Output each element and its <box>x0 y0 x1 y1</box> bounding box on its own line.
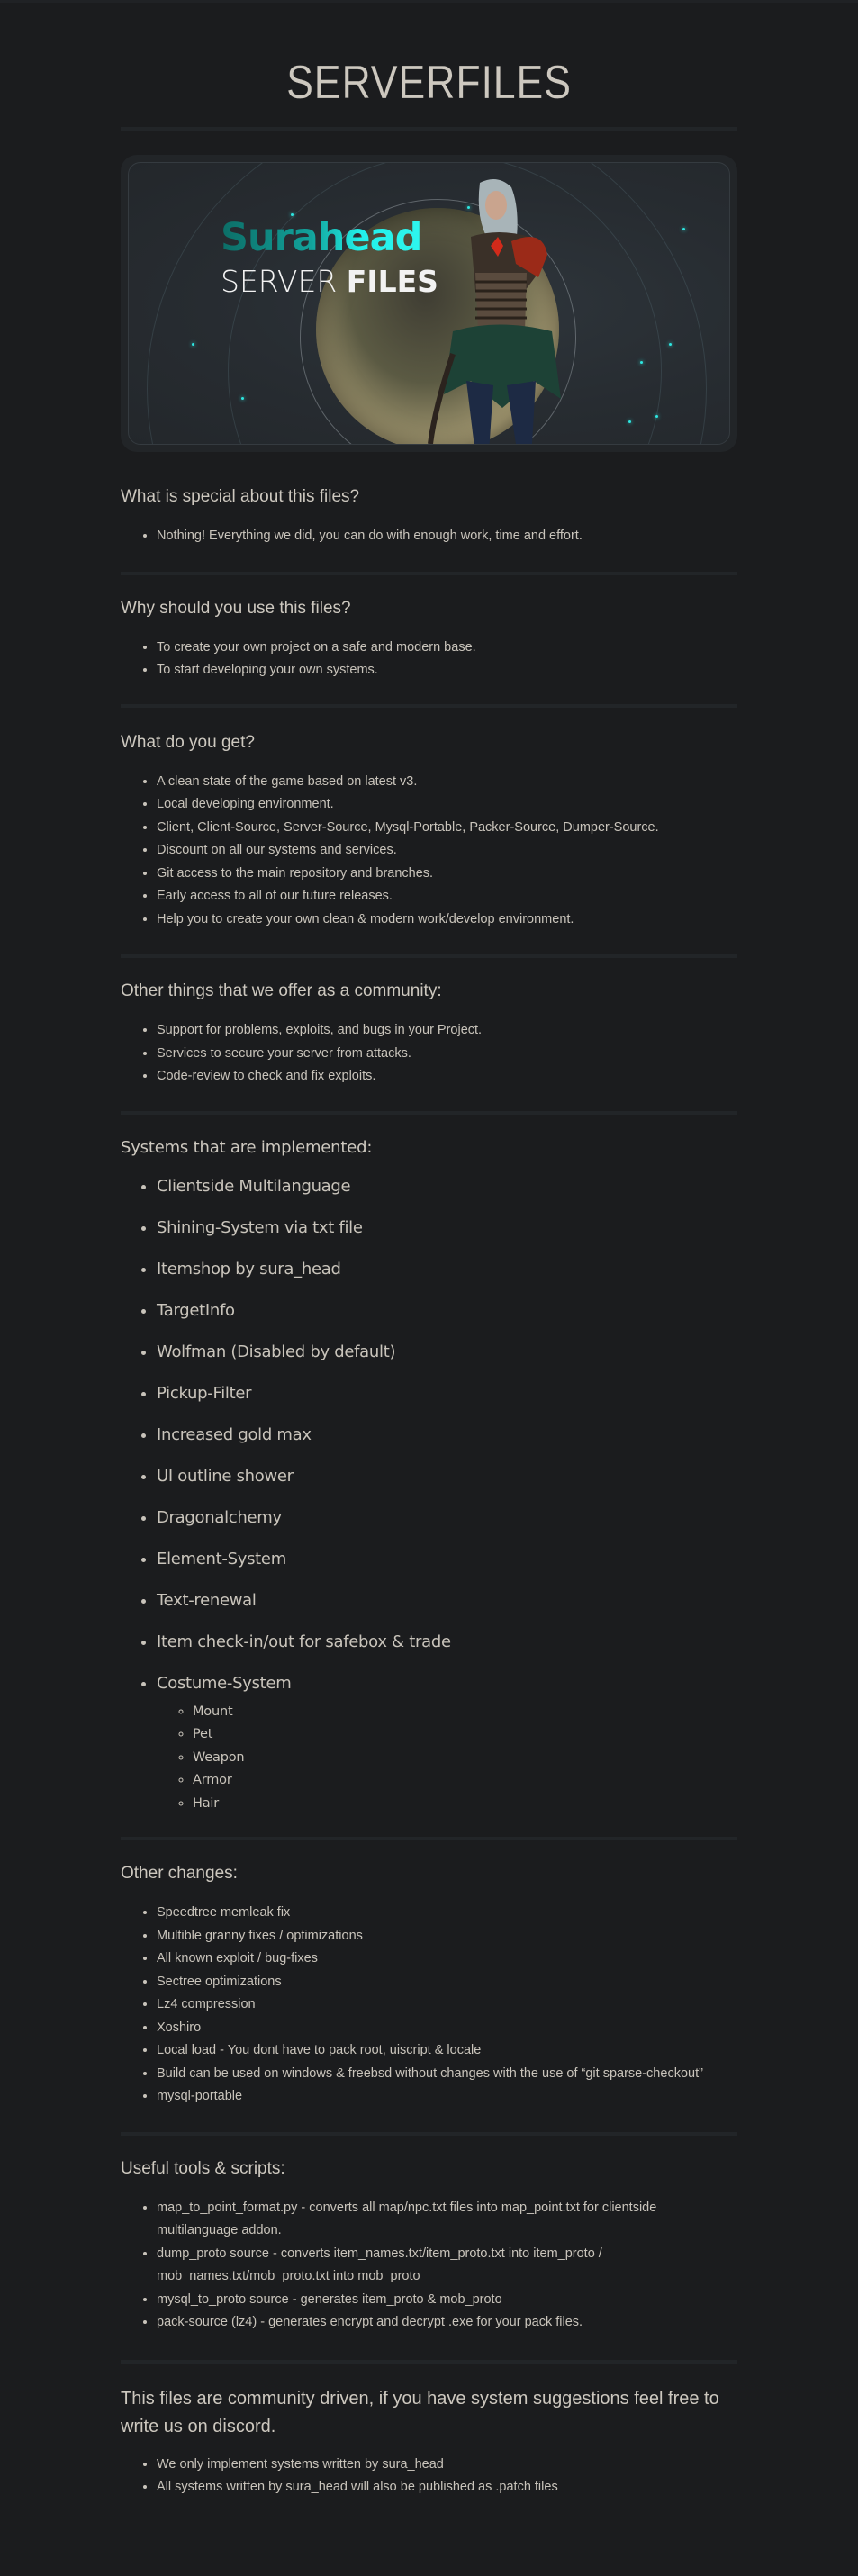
sub-list-item: ◦ Mount <box>193 1701 737 1724</box>
sparkle <box>192 343 194 346</box>
list-item: • Early access to all of our future releases. <box>157 885 737 908</box>
section-systems <box>121 1138 737 1816</box>
list-item: • Wolfman (Disabled by default) <box>157 1341 737 1364</box>
section-heading: Systems that are implemented: <box>121 1137 373 1157</box>
list-item: • mysql-portable <box>157 2085 737 2109</box>
bullet-list <box>121 771 737 932</box>
sub-list-item: ◦ Pet <box>193 1723 737 1747</box>
list-item: • Build can be used on windows & freebsd without changes with the use of “git sparse-checkout” <box>157 2063 737 2086</box>
bullet-list <box>121 1902 737 2109</box>
sub-list-item: ◦ Hair <box>193 1793 737 1816</box>
list-item: • Clientside Multilanguage <box>157 1175 737 1198</box>
section-what-you-get <box>121 733 737 932</box>
sparkle <box>655 415 658 418</box>
banner-frame <box>121 155 737 452</box>
character-illustration <box>426 174 570 445</box>
list-item: • dump_proto source - converts item_names.txt/item_proto.txt into item_proto / mob_names.txt/mob_proto.txt into mob_proto <box>157 2243 737 2289</box>
list-item: • Client, Client-Source, Server-Source, Mysql-Portable, Packer-Source, Dumper-Source. <box>157 817 737 840</box>
sparkle <box>669 343 672 346</box>
costume-sub-list <box>157 1701 737 1816</box>
section-heading: Other things that we offer as a community: <box>121 981 442 1000</box>
sparkle <box>241 397 244 400</box>
page-title: SERVERFILES <box>286 57 572 109</box>
sub-list-item: ◦ Armor <box>193 1769 737 1793</box>
divider <box>121 2132 737 2136</box>
bullet-list <box>121 637 737 682</box>
list-item: • Support for problems, exploits, and bugs in your Project. <box>157 1019 737 1043</box>
list-item: • map_to_point_format.py - converts all map/npc.txt files into map_point.txt for clientside multilanguage addon. <box>157 2197 737 2243</box>
list-item: • To create your own project on a safe and modern base. <box>157 637 737 660</box>
list-item: • Services to secure your server from attacks. <box>157 1043 737 1066</box>
sub-list-item: ◦ Weapon <box>193 1747 737 1770</box>
section-community <box>121 981 737 1089</box>
list-item: • Increased gold max <box>157 1424 737 1447</box>
list-item: • Help you to create your own clean & modern work/develop environment. <box>157 908 737 932</box>
divider <box>121 954 737 958</box>
section-heading: What do you get? <box>121 732 255 752</box>
section-heading: Why should you use this files? <box>121 598 351 618</box>
list-item: • Element-System <box>157 1548 737 1571</box>
sparkle <box>628 420 631 423</box>
list-item: • TargetInfo <box>157 1299 737 1323</box>
list-item-costume <box>157 1672 737 1816</box>
list-item: • mysql_to_proto source - generates item_proto & mob_proto <box>157 2289 737 2312</box>
list-item: • Shining-System via txt file <box>157 1216 737 1240</box>
list-item: • Git access to the main repository and branches. <box>157 863 737 886</box>
footer-lead: This files are community driven, if you have system suggestions feel free to write us on discord. <box>121 2388 719 2436</box>
subtitle-bold: FILES <box>346 264 438 299</box>
list-item-label: Costume-System <box>157 1673 292 1693</box>
list-item: • Item check-in/out for safebox & trade <box>157 1631 737 1654</box>
list-item: • Dragonalchemy <box>157 1506 737 1530</box>
list-item: • UI outline shower <box>157 1465 737 1488</box>
content <box>121 3 737 2499</box>
list-item: • All systems written by sura_head will also be published as .patch files <box>157 2476 737 2499</box>
sparkle <box>640 361 643 364</box>
list-item: • Itemshop by sura_head <box>157 1258 737 1281</box>
list-item: • Discount on all our systems and services. <box>157 839 737 863</box>
divider <box>121 1837 737 1840</box>
bullet-list <box>121 1175 737 1816</box>
section-why <box>121 599 737 682</box>
list-item: • Lz4 compression <box>157 1993 737 2017</box>
section-special <box>121 487 737 548</box>
divider <box>121 1111 737 1115</box>
list-item: • To start developing your own systems. <box>157 659 737 682</box>
bullet-list <box>121 2454 737 2499</box>
section-tools <box>121 2159 737 2335</box>
section-heading: Other changes: <box>121 1864 238 1883</box>
section-heading: Useful tools & scripts: <box>121 2158 285 2178</box>
subtitle-thin: SERVER <box>221 264 338 299</box>
divider <box>121 572 737 575</box>
list-item: • Speedtree memleak fix <box>157 1902 737 1925</box>
list-item: • Local load - You dont have to pack root, uiscript & locale <box>157 2039 737 2063</box>
list-item: • We only implement systems written by sura_head <box>157 2454 737 2477</box>
bullet-list <box>121 1019 737 1089</box>
bullet-list <box>121 2197 737 2335</box>
banner-image <box>128 162 730 445</box>
section-other-changes <box>121 1864 737 2109</box>
list-item: • Text-renewal <box>157 1589 737 1613</box>
list-item: • Multible granny fixes / optimizations <box>157 1925 737 1948</box>
list-item: • A clean state of the game based on latest v3. <box>157 771 737 794</box>
divider <box>121 2360 737 2364</box>
divider <box>121 127 737 131</box>
list-item: • Local developing environment. <box>157 793 737 817</box>
list-item: • pack-source (lz4) - generates encrypt and decrypt .exe for your pack files. <box>157 2311 737 2335</box>
divider <box>121 704 737 708</box>
brand-logo-text: Surahead <box>221 215 422 260</box>
sparkle <box>682 228 685 230</box>
list-item: • Nothing! Everything we did, you can do with enough work, time and effort. <box>157 525 737 548</box>
section-heading: What is special about this files? <box>121 487 360 506</box>
list-item: • Sectree optimizations <box>157 1971 737 1994</box>
bullet-list <box>121 525 737 548</box>
list-item: • Pickup-Filter <box>157 1382 737 1406</box>
section-community-driven <box>121 2385 737 2499</box>
list-item: • Xoshiro <box>157 2017 737 2040</box>
list-item: • All known exploit / bug-fixes <box>157 1948 737 1971</box>
brand-subtitle <box>221 264 438 299</box>
list-item: • Code-review to check and fix exploits. <box>157 1065 737 1089</box>
